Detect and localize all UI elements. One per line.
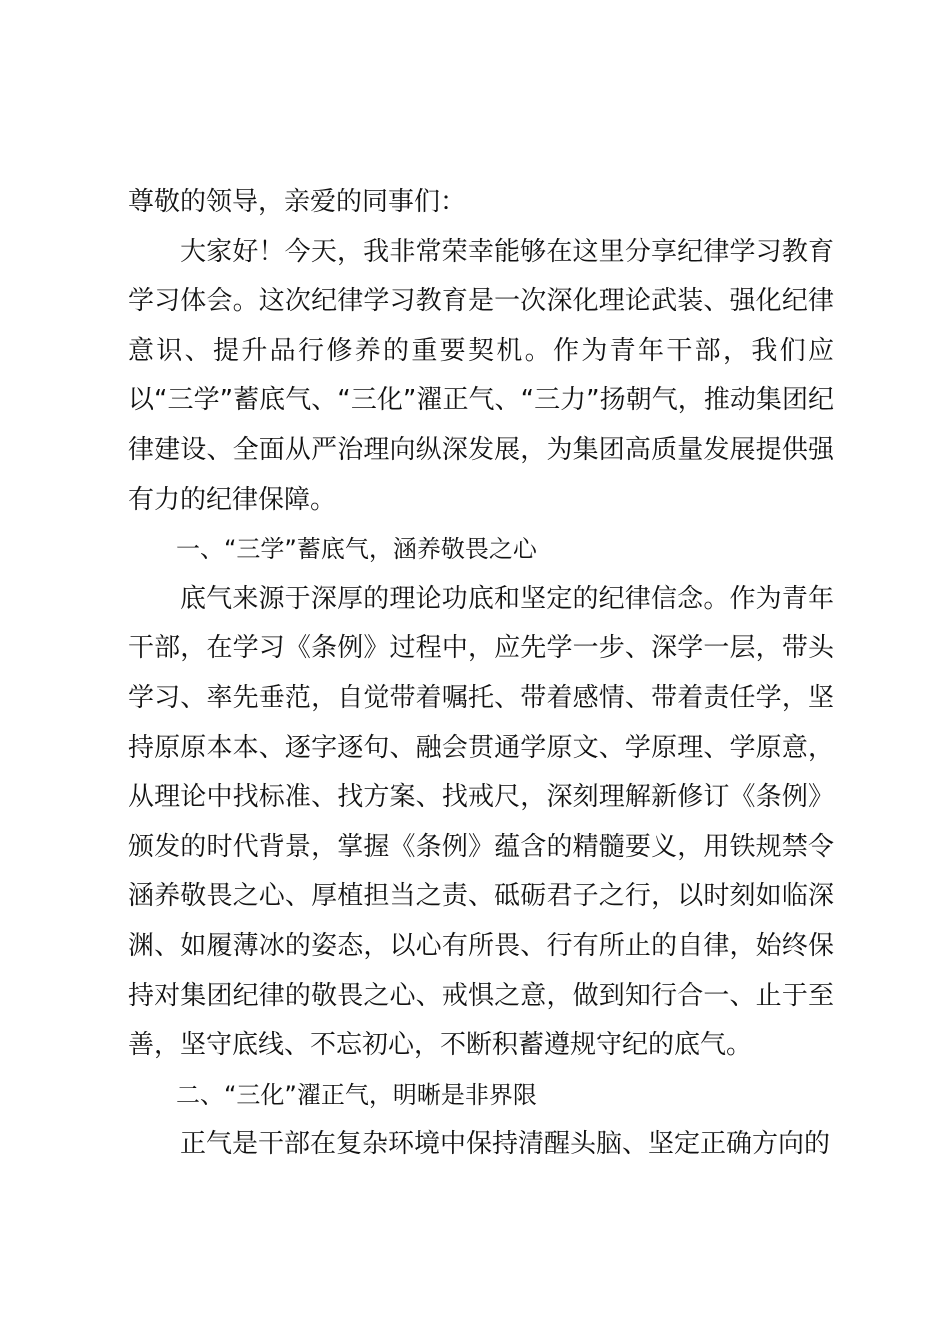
intro-paragraph: 大家好！今天，我非常荣幸能够在这里分享纪律学习教育学习体会。这次纪律学习教育是一次深化理论武装、强化纪律意识、提升品行修养的重要契机。作为青年干部，我们应以“三学”蓄底气、“三化”濯正气、“三力”扬朝气，推动集团纪律建设、全面从严治理向纵深发展，为集团高质量发展提供强有力的纪律保障。 [128,236,834,515]
document-body [128,178,834,1170]
section-2-body: 正气是干部在复杂环境中保持清醒头脑、坚定正确方向的 [180,1129,831,1160]
section-2-heading: 二、“三化”濯正气，明晰是非界限 [176,1080,537,1109]
salutation: 尊敬的领导，亲爱的同事们： [128,187,467,217]
section-1-body: 底气来源于深厚的理论功底和坚定的纪律信念。作为青年干部，在学习《条例》过程中，应先学一步、深学一层，带头学习、率先垂范，自觉带着嘱托、带着感情、带着责任学，坚持原原本本、逐字逐句、融会贯通学原文、学原理、学原意，从理论中找标准、找方案、找戒尺，深刻理解新修订《条例》颁发的时代背景，掌握《条例》蕴含的精髓要义，用铁规禁令涵养敬畏之心、厚植担当之责、砥砺君子之行，以时刻如临深渊、如履薄冰的姿态，以心有所畏、行有所止的自律，始终保持对集团纪律的敬畏之心、戒惧之意，做到知行合一、止于至善，坚守底线、不忘初心，不断积蓄遵规守纪的底气。 [128,583,834,1061]
section-1-heading: 一、“三学”蓄底气，涵养敬畏之心 [176,535,537,564]
